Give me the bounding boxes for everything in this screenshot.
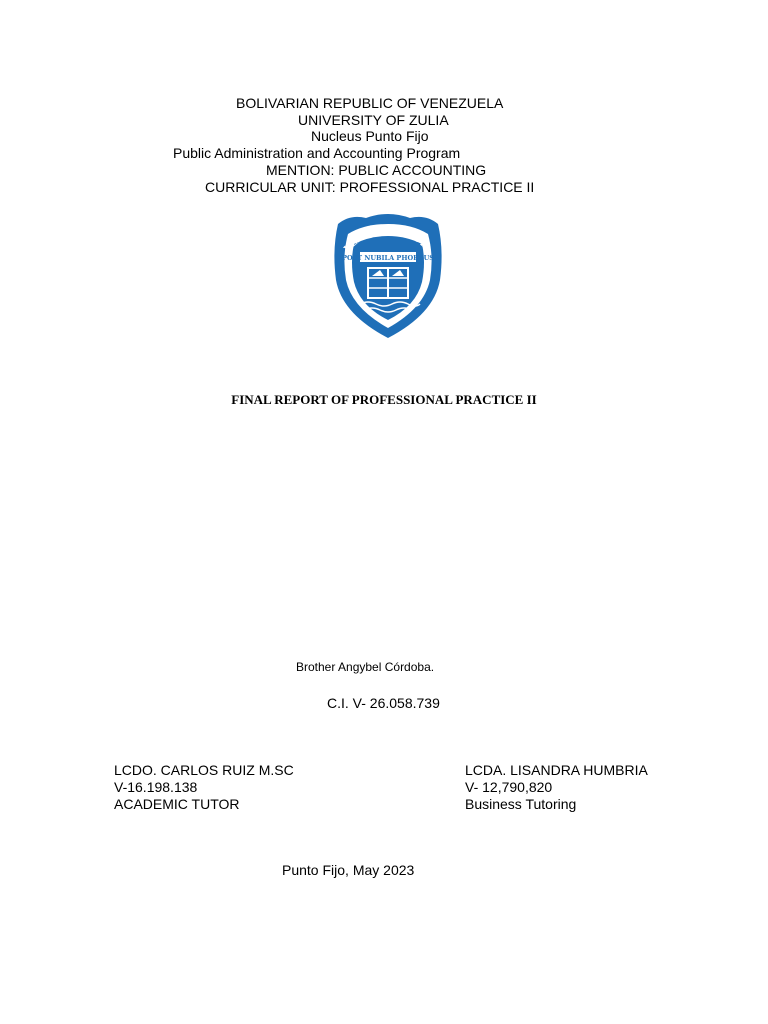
header-mention: MENTION: PUBLIC ACCOUNTING	[266, 162, 487, 178]
svg-text:UNIVERSIDAD DEL ZULIA: VERSIDAD DEL Z	[342, 223, 430, 255]
business-tutor-name: LCDA. LISANDRA HUMBRIA	[465, 762, 648, 778]
academic-tutor-role: ACADEMIC TUTOR	[114, 796, 240, 812]
academic-tutor-id: V-16.198.138	[114, 779, 198, 795]
academic-tutor-block	[114, 762, 294, 813]
business-tutor-role: Business Tutoring	[465, 796, 577, 812]
header-university: UNIVERSITY OF ZULIA	[298, 112, 449, 128]
university-seal-icon	[330, 210, 446, 340]
svg-text:POST NUBILA PHOEBUS: POST NUBILA PHOEBUS	[342, 254, 434, 262]
place-date: Punto Fijo, May 2023	[282, 862, 415, 878]
academic-tutor-name: LCDO. CARLOS RUIZ M.SC	[114, 762, 294, 778]
business-tutor-id: V- 12,790,820	[465, 779, 553, 795]
report-title: FINAL REPORT OF PROFESSIONAL PRACTICE II	[231, 392, 537, 407]
business-tutor-block	[465, 762, 648, 813]
header-program: Public Administration and Accounting Program	[173, 145, 461, 161]
student-name: Brother Angybel Córdoba.	[296, 660, 435, 674]
header-country: BOLIVARIAN REPUBLIC OF VENEZUELA	[236, 95, 504, 111]
student-id: C.I. V- 26.058.739	[327, 695, 440, 711]
header-curricular-unit: CURRICULAR UNIT: PROFESSIONAL PRACTICE II	[205, 179, 535, 195]
header-nucleus: Nucleus Punto Fijo	[311, 128, 429, 144]
